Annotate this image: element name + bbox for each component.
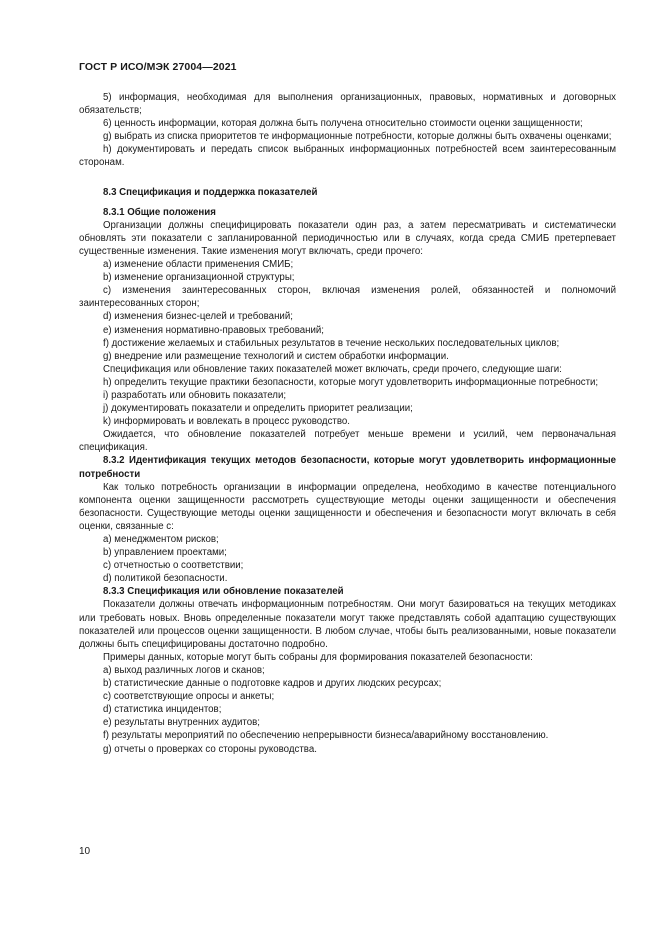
page-number: 10	[79, 846, 91, 857]
list-item: c) соответствующие опросы и анкеты;	[103, 691, 275, 703]
list-item: i) разработать или обновить показатели;	[103, 389, 287, 401]
list-item: h) определить текущие практики безопасности, которые могут удовлетворить информационные потребности;	[103, 376, 599, 388]
paragraph: Примеры данных, которые могут быть собраны для формирования показателей безопасности:	[103, 651, 533, 663]
list-item: b) изменение организационной структуры;	[103, 272, 295, 284]
list-item: 5) информация, необходимая для выполнения организационных, правовых, нормативных и договорных обязательств;	[79, 92, 616, 117]
list-item: f) достижение желаемых и стабильных результатов в течение нескольких последовательных циклов;	[103, 337, 560, 349]
list-item: 6) ценность информации, которая должна быть получена относительно стоимости оценки защищенности;	[103, 118, 583, 130]
list-item: c) изменения заинтересованных сторон, включая изменения ролей, обязанностей и полномочий заинтересованных сторон;	[79, 285, 616, 310]
list-item: a) выход различных логов и сканов;	[103, 664, 265, 676]
section-heading-8-3: 8.3 Спецификация и поддержка показателей	[103, 186, 318, 198]
list-item: d) политикой безопасности.	[103, 573, 228, 585]
list-item: b) статистические данные о подготовке кадров и других людских ресурсах;	[103, 678, 442, 690]
paragraph: Ожидается, что обновление показателей потребует меньше времени и усилий, чем первоначальная спецификация.	[79, 429, 616, 454]
list-item: c) отчетностью о соответствии;	[103, 560, 244, 572]
list-item: j) документировать показатели и определить приоритет реализации;	[103, 403, 413, 415]
list-item: e) результаты внутренних аудитов;	[103, 717, 260, 729]
list-item: k) информировать и вовлекать в процесс руководство.	[103, 416, 350, 428]
list-item: b) управлением проектами;	[103, 547, 227, 559]
document-body	[79, 91, 616, 756]
document-header: ГОСТ Р ИСО/МЭК 27004—2021	[79, 61, 237, 73]
section-heading-8-3-1: 8.3.1 Общие положения	[103, 206, 216, 218]
paragraph: Спецификация или обновление таких показателей может включать, среди прочего, следующие шаги:	[103, 363, 562, 375]
list-item: g) выбрать из списка приоритетов те информационные потребности, которые должны быть охвачены оценками;	[103, 131, 612, 143]
list-item: g) внедрение или размещение технологий и систем обработки информации.	[103, 350, 449, 362]
paragraph: Организации должны специфицировать показатели один раз, а затем пересматривать и систематически обновлять эти показатели с запланированной периодичностью или в случаях, когда среда СМИБ претерпевает существенные изменения. Такие изменения могут включать, среди прочего:	[79, 219, 616, 257]
paragraph: Как только потребность организации в информации определена, необходимо в качестве потенциального компонента оценки защищенности рассмотреть существующие методы оценки защищенности и обеспечения безопасности. Существующие методы оценки защищенности и обеспечения и безопасности могут включать в себя оценки, связанные с:	[79, 481, 616, 532]
list-item: d) изменения бизнес-целей и требований;	[103, 311, 293, 323]
list-item: f) результаты мероприятий по обеспечению непрерывности бизнеса/аварийному восстановлению.	[103, 730, 549, 742]
list-item: h) документировать и передать список выбранных информационных потребностей всем заинтересованным сторонам.	[79, 144, 616, 169]
list-item: g) отчеты о проверках со стороны руководства.	[103, 743, 317, 755]
section-heading-8-3-2: 8.3.2 Идентификация текущих методов безопасности, которые могут удовлетворить информационные потребности	[79, 455, 616, 480]
list-item: d) статистика инцидентов;	[103, 704, 222, 716]
list-item: a) изменение области применения СМИБ;	[103, 259, 294, 271]
section-heading-8-3-3: 8.3.3 Спецификация или обновление показателей	[103, 586, 344, 598]
list-item: a) менеджментом рисков;	[103, 534, 219, 545]
paragraph: Показатели должны отвечать информационным потребностям. Они могут базироваться на текущих методиках или требовать новых. Вновь определенные показатели могут также представлять собой адаптацию существующих показателей или процессов оценки защищенности. В любом случае, чтобы быть реализованными, новые показатели должны быть специфицированы достаточно подробно.	[79, 599, 616, 650]
list-item: e) изменения нормативно-правовых требований;	[103, 324, 324, 336]
